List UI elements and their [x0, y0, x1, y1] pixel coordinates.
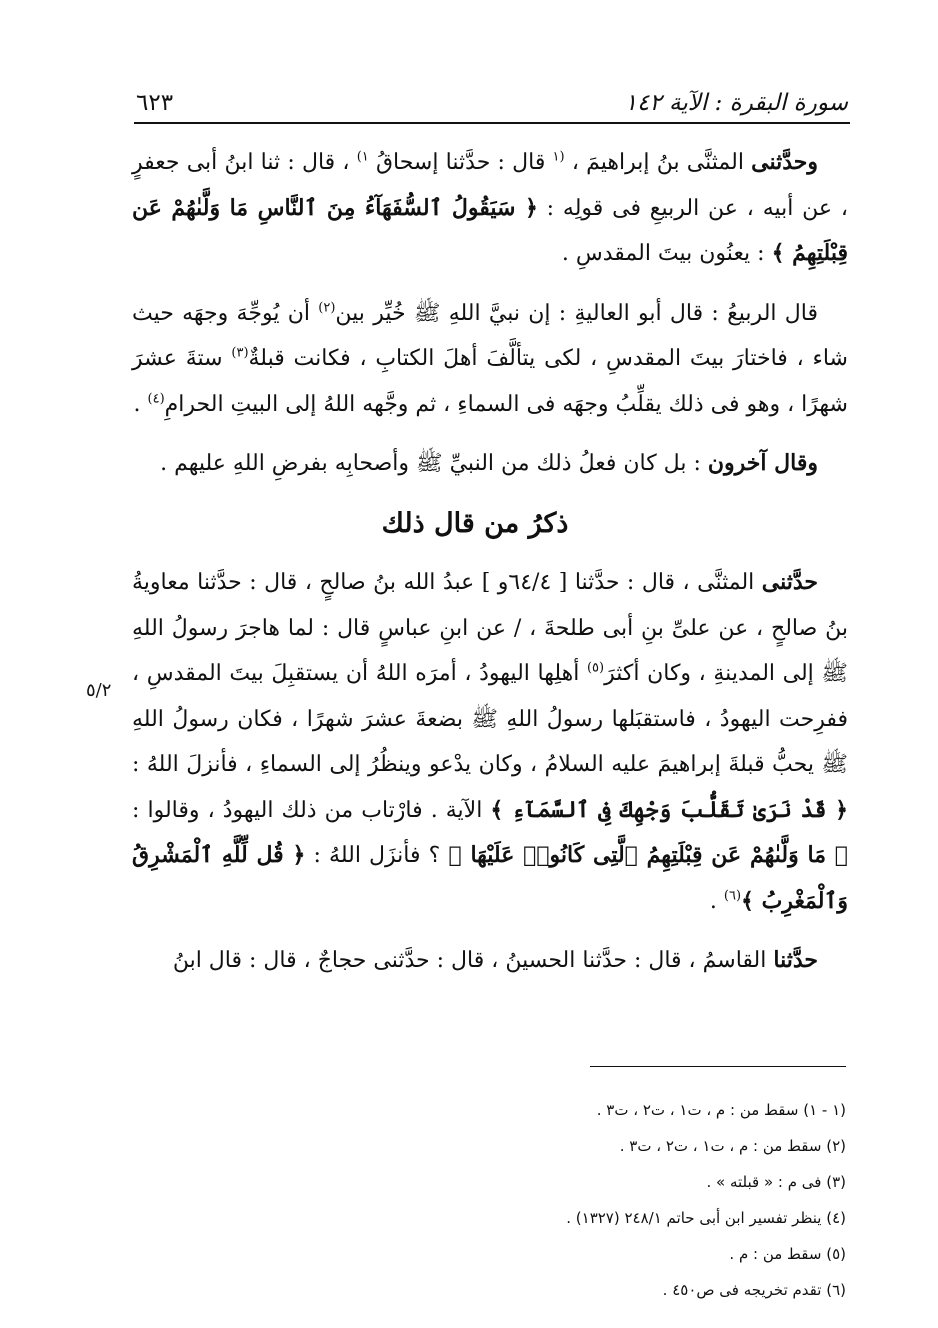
text-run: : يعنُون بيتَ المقدسِ . [561, 241, 772, 266]
quran-verse: ﴿ قُل لِّلَّهِ ٱلْمَشْرِقُ وَٱلْمَغْرِبُ ﴾ [132, 842, 848, 914]
text-run: القاسمُ ، قال : حدَّثنا الحسينُ ، قال : حدَّثنى حجاجٌ ، قال : قال ابنُ [172, 948, 774, 973]
text-run: قال : حدَّثنا إسحاقُ [368, 150, 553, 175]
footnote-line: (٥) سقط من : م . [729, 1245, 846, 1263]
paragraph-4 [132, 560, 848, 924]
quran-verse: ﴿ مَا وَلَّىٰهُمْ عَن قِبْلَتِهِمُ ٱلَّتِى كَانُوا۟ عَلَيْهَا ﴾ [448, 842, 848, 868]
text-run: ستةَ عشرَ شهرًا ، وهو فى ذلك يقلِّبُ وجهَه فى السماءِ ، ثم وجَّهه اللهُ إلى البيتِ الحرامِ [132, 346, 848, 417]
footnote-marker: ١) [356, 149, 369, 165]
text-run: : بل كان فعلُ ذلك من النبيِّ ﷺ وأصحابِه بفرضِ اللهِ عليهم . [160, 451, 708, 476]
text-run: الآية . فارْتاب من ذلك اليهودُ ، وقالوا : [132, 797, 491, 823]
text-run: . [133, 391, 148, 417]
text-run: المثنَّى ، قال : حدَّثنا [ ٦٤/٤و ] عبدُ الله بنُ صالحٍ ، قال : حدَّثنا معاويةُ بنُ صالحٍ ، عن علىِّ بنِ أبى طلحةَ ، / عن ابنِ عباسٍ قال : لما هاجرَ رسولُ اللهِ ﷺ إلى المدينةِ ، وكان أكثرَ [132, 570, 848, 686]
running-header [136, 72, 848, 116]
footnote-line: (٤) ينظر تفسير ابن أبى حاتم ٢٤٨/١ (١٣٢٧) . [566, 1209, 846, 1227]
footnote-line: (٢) سقط من : م ، ت١ ، ت٢ ، ت٣ . [619, 1137, 846, 1155]
section-heading: ذكرُ من قال ذلك [381, 507, 569, 539]
surah-title: سورة البقرة : الآية ١٤٢ [624, 90, 848, 116]
lead-word: حدَّثنا [773, 947, 818, 973]
paragraph-3 [132, 441, 848, 487]
header-rule [134, 122, 850, 124]
main-text [132, 140, 848, 998]
footnote-line: (٦) تقدم تخريجه فى ص٤٥٠ . [662, 1281, 846, 1299]
quran-verse: ﴿ سَيَقُولُ ٱلسُّفَهَآءُ مِنَ ٱلنَّاسِ مَا وَلَّىٰهُمْ عَن قِبْلَتِهِمُ ﴾ [132, 194, 848, 266]
paragraph-5 [132, 938, 848, 984]
footnote-marker: (٤) [147, 391, 165, 407]
text-run: أن يُوجِّهَ وجهَه حيث شاء ، فاختارَ بيتَ المقدسِ ، لكى يتألَّفَ أهلَ الكتابِ ، فكانت قبلةٌ [132, 300, 848, 371]
quran-verse: ﴿ قَدْ نَرَىٰ تَقَلُّبَ وَجْهِكَ فِى ٱلسَّمَآءِ ﴾ [490, 796, 848, 823]
lead-word: حدَّثنى [761, 569, 818, 595]
footnote-line: (١ - ١) سقط من : م ، ت١ ، ت٢ ، ت٣ . [596, 1101, 846, 1119]
footnote-marker: (٢) [318, 300, 336, 316]
footnote-marker: (٥) [586, 660, 605, 676]
footnote-rule [590, 1066, 846, 1067]
footnote-marker: (١ [552, 149, 565, 165]
paragraph-2 [132, 291, 848, 428]
text-run: المثنَّى بنُ إبراهيمَ ، [564, 150, 752, 175]
margin-reference: ٥/٢ [86, 680, 112, 701]
lead-word: وحدَّثنى [751, 149, 819, 175]
text-run: أهلِها اليهودُ ، أمرَه اللهُ أن يستقبِلَ بيتَ المقدسِ ، ففرِحت اليهودُ ، فاستقبَلها رسولُ اللهِ ﷺ بضعةَ عشرَ شهرًا ، فكان رسولُ اللهِ ﷺ يحبُّ قبلةَ إبراهيمَ عليه السلامُ ، وكان يدْعو وينظُرُ إلى السماءِ ، فأنزلَ اللهُ : [132, 661, 848, 777]
footnote-line: (٣) فى م : « قبلته » . [706, 1173, 846, 1191]
lead-word: وقال آخرون [707, 450, 818, 476]
text-run: . [709, 888, 724, 914]
text-run: ؟ فأنزَل اللهُ : [305, 843, 449, 868]
paragraph-1 [132, 140, 848, 277]
text-run: قال الربيعُ : قال أبو العاليةِ : إن نبيَّ اللهِ ﷺ خُيِّر بين [335, 300, 818, 326]
text-run: ، قال : ثنا ابنُ أبى جعفرٍ ، عن أبيه ، عن الربيعِ فى قولِه : [132, 150, 848, 221]
footnote-marker: (٦) [723, 888, 742, 904]
footnotes [300, 1092, 846, 1308]
footnote-marker: (٣) [231, 345, 249, 361]
page-number: ٦٢٣ [136, 90, 174, 116]
